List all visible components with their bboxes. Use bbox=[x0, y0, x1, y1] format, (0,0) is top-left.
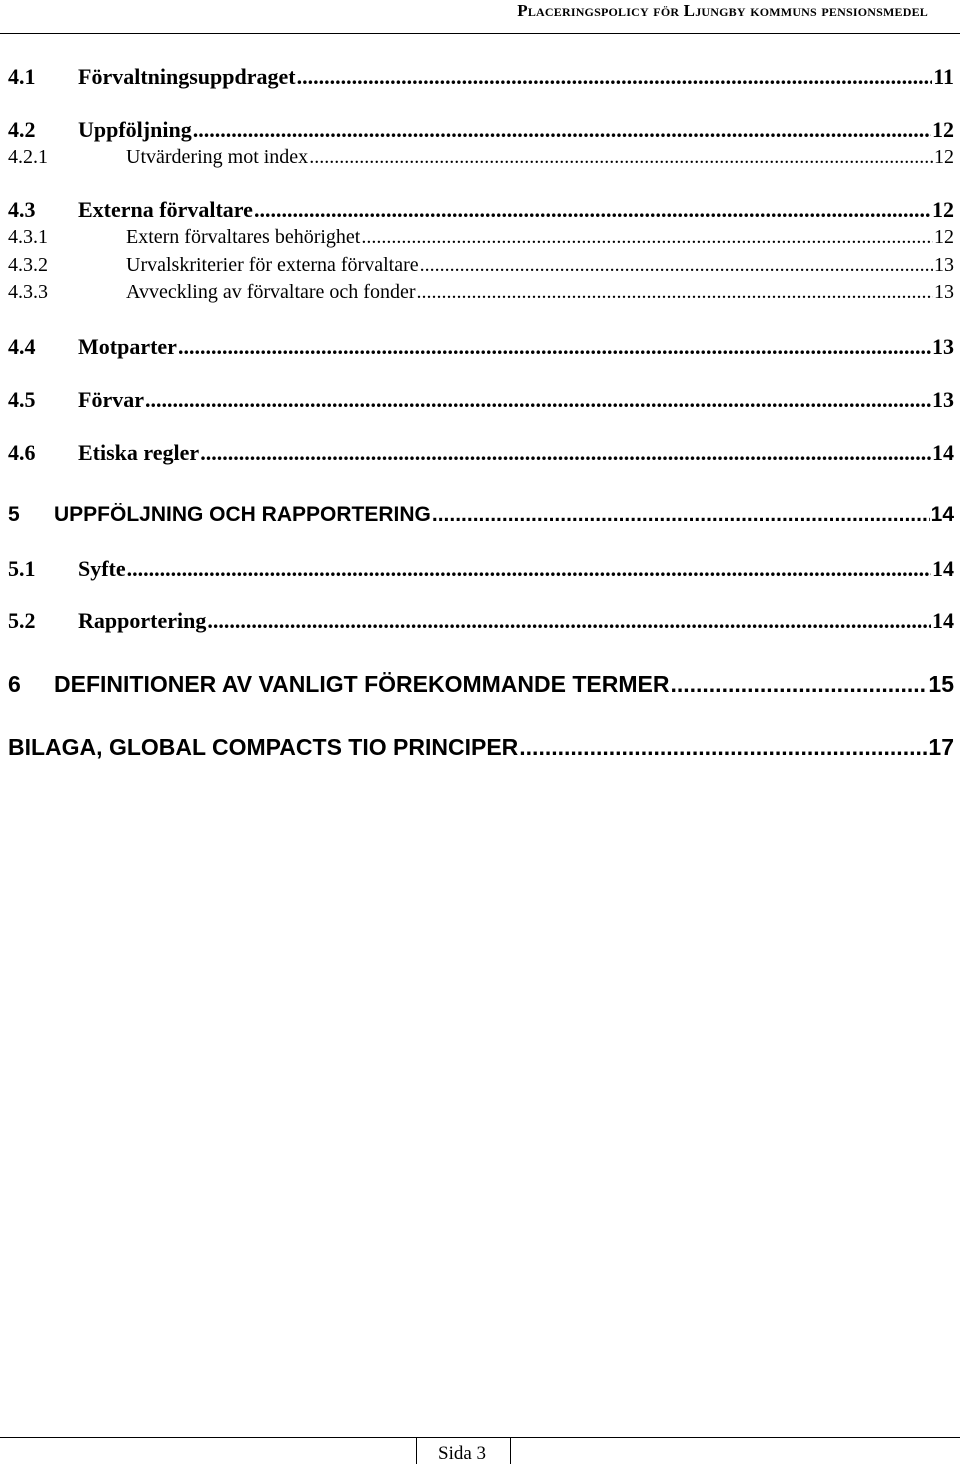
toc-entry-number: 5.2 bbox=[8, 608, 36, 633]
toc-entry-page: 14 bbox=[932, 556, 954, 581]
toc-entry-page: 14 bbox=[932, 608, 954, 633]
toc-entry-4-3-3[interactable] bbox=[8, 281, 954, 304]
toc-dot-leader bbox=[417, 281, 933, 304]
toc-entry-number: 4.2 bbox=[8, 117, 36, 142]
footer-divider-right bbox=[510, 1437, 511, 1464]
toc-dot-leader bbox=[432, 503, 930, 527]
toc-entry-4-3[interactable] bbox=[8, 197, 954, 223]
toc-entry-bilaga[interactable] bbox=[8, 734, 954, 761]
toc-entry-number: 4.3 bbox=[8, 197, 36, 222]
footer-divider-left bbox=[416, 1437, 417, 1464]
toc-entry-number: 4.1 bbox=[8, 64, 36, 89]
toc-entry-title: Förvaltningsuppdraget bbox=[78, 64, 296, 89]
toc-entry-title: Förvar bbox=[78, 387, 144, 412]
toc-entry-page: 12 bbox=[934, 226, 954, 248]
toc-dot-leader bbox=[309, 146, 933, 169]
toc-entry-4-4[interactable] bbox=[8, 334, 954, 360]
toc-entry-title: DEFINITIONER AV VANLIGT FÖREKOMMANDE TERMER bbox=[54, 671, 670, 697]
toc-entry-number: 4.3.1 bbox=[8, 226, 48, 248]
toc-entry-page: 13 bbox=[934, 281, 954, 303]
toc-entry-number: 5.1 bbox=[8, 556, 36, 581]
toc-entry-page: 11 bbox=[933, 64, 954, 89]
toc-entry-number: 5 bbox=[8, 503, 20, 526]
toc-entry-title: Urvalskriterier för externa förvaltare bbox=[126, 254, 419, 276]
toc-dot-leader bbox=[127, 556, 931, 582]
toc-dot-leader bbox=[207, 608, 931, 634]
page-number: Sida 3 bbox=[438, 1443, 487, 1464]
toc-entry-title: BILAGA, GLOBAL COMPACTS TIO PRINCIPER bbox=[8, 734, 519, 760]
toc-entry-5[interactable] bbox=[8, 503, 954, 527]
toc-entry-title: Rapportering bbox=[78, 608, 207, 633]
toc-entry-4-3-1[interactable] bbox=[8, 226, 954, 249]
toc-entry-number: 4.5 bbox=[8, 387, 36, 412]
toc-dot-leader bbox=[254, 197, 931, 223]
toc-entry-5-2[interactable] bbox=[8, 608, 954, 634]
toc-entry-number: 4.3.3 bbox=[8, 281, 48, 303]
toc-entry-6[interactable] bbox=[8, 671, 954, 698]
toc-entry-title: UPPFÖLJNING OCH RAPPORTERING bbox=[54, 503, 431, 526]
toc-entry-page: 14 bbox=[930, 503, 954, 526]
toc-entry-page: 15 bbox=[928, 671, 954, 697]
toc-dot-leader bbox=[361, 226, 933, 249]
toc-entry-title: Avveckling av förvaltare och fonder bbox=[126, 281, 416, 303]
toc-entry-title: Uppföljning bbox=[78, 117, 192, 142]
toc-entry-page: 13 bbox=[932, 387, 954, 412]
toc-entry-page: 12 bbox=[932, 197, 954, 222]
toc-dot-leader bbox=[420, 254, 933, 277]
toc-entry-title: Syfte bbox=[78, 556, 126, 581]
toc-dot-leader bbox=[670, 671, 927, 698]
toc-entry-number: 6 bbox=[8, 671, 21, 697]
toc-entry-page: 13 bbox=[932, 334, 954, 359]
toc-entry-number: 4.6 bbox=[8, 440, 36, 465]
toc-entry-title: Etiska regler bbox=[78, 440, 200, 465]
toc-entry-number: 4.3.2 bbox=[8, 254, 48, 276]
toc-entry-5-1[interactable] bbox=[8, 556, 954, 582]
toc-entry-page: 13 bbox=[934, 254, 954, 276]
toc-dot-leader bbox=[193, 117, 931, 143]
toc-entry-title: Utvärdering mot index bbox=[126, 146, 309, 168]
running-header-title: Placeringspolicy för Ljungby kommuns pensionsmedel bbox=[517, 1, 928, 20]
toc-entry-4-1[interactable] bbox=[8, 64, 954, 90]
toc-entry-page: 12 bbox=[934, 146, 954, 168]
toc-entry-number: 4.4 bbox=[8, 334, 36, 359]
toc-entry-4-2-1[interactable] bbox=[8, 146, 954, 169]
toc-entry-number: 4.2.1 bbox=[8, 146, 48, 168]
toc-dot-leader bbox=[200, 440, 931, 466]
toc-entry-4-3-2[interactable] bbox=[8, 254, 954, 277]
toc-entry-title: Extern förvaltares behörighet bbox=[126, 226, 361, 248]
toc-dot-leader bbox=[297, 64, 933, 90]
toc-entry-4-6[interactable] bbox=[8, 440, 954, 466]
toc-dot-leader bbox=[178, 334, 931, 360]
toc-dot-leader bbox=[519, 734, 927, 761]
toc-entry-title: Motparter bbox=[78, 334, 177, 359]
toc-entry-page: 17 bbox=[928, 734, 954, 760]
toc-entry-4-5[interactable] bbox=[8, 387, 954, 413]
toc-entry-title: Externa förvaltare bbox=[78, 197, 253, 222]
toc-entry-4-2[interactable] bbox=[8, 117, 954, 143]
toc-entry-page: 12 bbox=[932, 117, 954, 142]
toc-entry-page: 14 bbox=[932, 440, 954, 465]
toc-dot-leader bbox=[145, 387, 931, 413]
